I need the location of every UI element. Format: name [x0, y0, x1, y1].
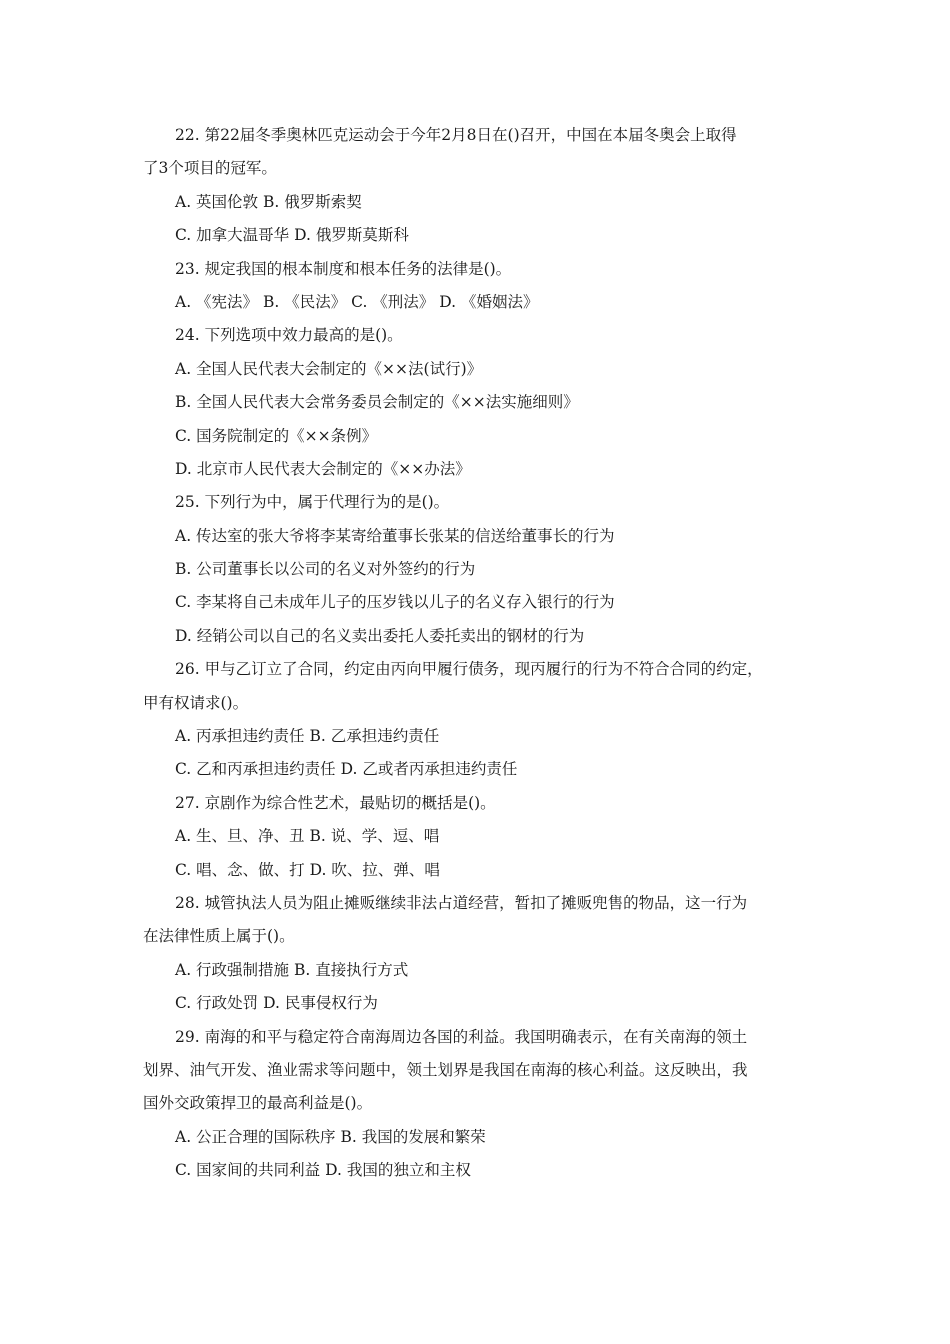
answer-options-line: D. 经销公司以自己的名义卖出委托人委托卖出的钢材的行为 — [175, 626, 585, 645]
question-line: 23. 规定我国的根本制度和根本任务的法律是()。 — [175, 259, 512, 278]
answer-options-line: C. 李某将自己未成年儿子的压岁钱以儿子的名义存入银行的行为 — [175, 593, 615, 612]
question-line: 26. 甲与乙订立了合同，约定由丙向甲履行债务，现丙履行的行为不符合合同的约定， — [175, 660, 763, 679]
answer-options-line: A. 《宪法》 B. 《民法》 C. 《刑法》 D. 《婚姻法》 — [175, 292, 539, 311]
answer-options-line: C. 唱、念、做、打 D. 吹、拉、弹、唱 — [175, 860, 440, 879]
question-continuation-line: 在法律性质上属于()。 — [143, 927, 295, 946]
answer-options-line: A. 生、旦、净、丑 B. 说、学、逗、唱 — [175, 827, 440, 846]
answer-options-line: B. 公司董事长以公司的名义对外签约的行为 — [175, 560, 476, 579]
answer-options-line: C. 加拿大温哥华 D. 俄罗斯莫斯科 — [175, 226, 409, 245]
answer-options-line: C. 国家间的共同利益 D. 我国的独立和主权 — [175, 1161, 471, 1180]
answer-options-line: A. 公正合理的国际秩序 B. 我国的发展和繁荣 — [175, 1127, 486, 1146]
answer-options-line: C. 国务院制定的《××条例》 — [175, 426, 378, 445]
answer-options-line: A. 行政强制措施 B. 直接执行方式 — [175, 960, 409, 979]
question-line: 25. 下列行为中，属于代理行为的是()。 — [175, 493, 450, 512]
answer-options-line: D. 北京市人民代表大会制定的《××办法》 — [175, 459, 471, 478]
question-continuation-line: 甲有权请求()。 — [143, 693, 249, 712]
question-list — [143, 119, 808, 1188]
answer-options-line: A. 传达室的张大爷将李某寄给董事长张某的信送给董事长的行为 — [175, 526, 615, 545]
question-line: 29. 南海的和平与稳定符合南海周边各国的利益。我国明确表示，在有关南海的领土 — [175, 1027, 748, 1046]
question-line: 24. 下列选项中效力最高的是()。 — [175, 326, 403, 345]
answer-options-line: A. 英国伦敦 B. 俄罗斯索契 — [175, 192, 362, 211]
answer-options-line: B. 全国人民代表大会常务委员会制定的《××法实施细则》 — [175, 393, 579, 412]
question-line: 27. 京剧作为综合性艺术，最贴切的概括是()。 — [175, 793, 496, 812]
question-continuation-line: 国外交政策捍卫的最高利益是()。 — [143, 1094, 373, 1113]
question-line: 28. 城管执法人员为阻止摊贩继续非法占道经营，暂扣了摊贩兜售的物品，这一行为 — [175, 893, 748, 912]
question-line: 22. 第22届冬季奥林匹克运动会于今年2月8日在()召开，中国在本届冬奥会上取得 — [175, 126, 737, 144]
answer-options-line: A. 全国人民代表大会制定的《××法(试行)》 — [175, 359, 483, 378]
answer-options-line: C. 乙和丙承担违约责任 D. 乙或者丙承担违约责任 — [175, 760, 518, 779]
answer-options-line: C. 行政处罚 D. 民事侵权行为 — [175, 994, 378, 1013]
answer-options-line: A. 丙承担违约责任 B. 乙承担违约责任 — [175, 727, 440, 746]
question-continuation-line: 划界、油气开发、渔业需求等问题中，领土划界是我国在南海的核心利益。这反映出，我 — [143, 1060, 748, 1079]
question-continuation-line: 了3个项目的冠军。 — [143, 159, 277, 178]
